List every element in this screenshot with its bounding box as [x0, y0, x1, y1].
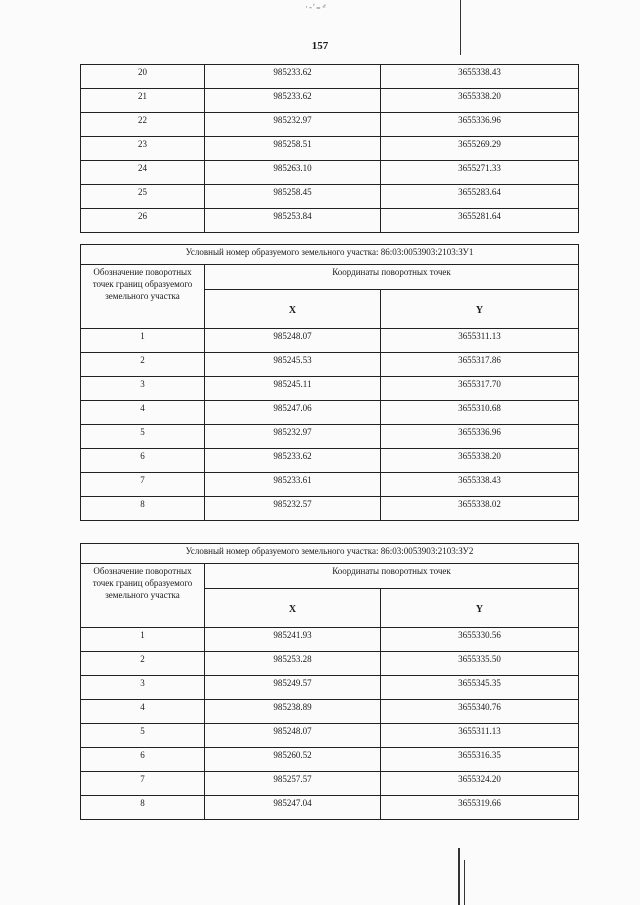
- y-column-header: Y: [381, 589, 579, 628]
- point-number-cell: 20: [81, 65, 205, 89]
- y-coordinate-cell: 3655319.66: [381, 796, 579, 820]
- y-coordinate-cell: 3655310.68: [381, 401, 579, 425]
- table-row: [81, 401, 579, 425]
- point-number-cell: 3: [81, 377, 205, 401]
- point-number-cell: 24: [81, 161, 205, 185]
- coordinates-table-zu1: [80, 244, 579, 521]
- point-number-cell: 3: [81, 676, 205, 700]
- table-body-zu2: [81, 544, 579, 820]
- parcel-caption-zu2: Условный номер образуемого земельного участка: 86:03:0053903:2103:ЗУ2: [81, 544, 579, 564]
- point-number-cell: 21: [81, 89, 205, 113]
- table-row: [81, 796, 579, 820]
- x-coordinate-cell: 985245.53: [205, 353, 381, 377]
- point-label-header: Обозначение поворотных точек границ образуемого земельного участка: [81, 564, 205, 628]
- point-number-cell: 6: [81, 449, 205, 473]
- x-coordinate-cell: 985258.45: [205, 185, 381, 209]
- scan-margin-line-bottom-2: [464, 860, 465, 905]
- point-number-cell: 25: [81, 185, 205, 209]
- point-number-cell: 26: [81, 209, 205, 233]
- table-row: [81, 724, 579, 748]
- x-column-header: X: [205, 589, 381, 628]
- coordinates-header: Координаты поворотных точек: [205, 265, 579, 290]
- coordinates-table-continuation: [80, 64, 579, 233]
- table-row: [81, 628, 579, 652]
- table-row: [81, 748, 579, 772]
- coordinates-header: Координаты поворотных точек: [205, 564, 579, 589]
- y-coordinate-cell: 3655338.20: [381, 89, 579, 113]
- table-row: [81, 377, 579, 401]
- y-coordinate-cell: 3655340.76: [381, 700, 579, 724]
- y-coordinate-cell: 3655336.96: [381, 113, 579, 137]
- x-coordinate-cell: 985253.84: [205, 209, 381, 233]
- table-row: [81, 353, 579, 377]
- point-number-cell: 7: [81, 772, 205, 796]
- x-coordinate-cell: 985233.61: [205, 473, 381, 497]
- y-coordinate-cell: 3655336.96: [381, 425, 579, 449]
- coordinates-table-zu2: [80, 543, 579, 820]
- table-row: [81, 185, 579, 209]
- y-coordinate-cell: 3655311.13: [381, 724, 579, 748]
- y-coordinate-cell: 3655335.50: [381, 652, 579, 676]
- point-number-cell: 4: [81, 401, 205, 425]
- table-body-zu1: [81, 245, 579, 521]
- x-coordinate-cell: 985247.06: [205, 401, 381, 425]
- table-row: [81, 772, 579, 796]
- table-body-continuation: [81, 65, 579, 233]
- point-number-cell: 23: [81, 137, 205, 161]
- point-number-cell: 4: [81, 700, 205, 724]
- y-coordinate-cell: 3655345.35: [381, 676, 579, 700]
- table-row: [81, 137, 579, 161]
- x-coordinate-cell: 985248.07: [205, 329, 381, 353]
- table-row: [81, 329, 579, 353]
- point-number-cell: 8: [81, 796, 205, 820]
- table-row: [81, 113, 579, 137]
- point-number-cell: 1: [81, 628, 205, 652]
- x-coordinate-cell: 985258.51: [205, 137, 381, 161]
- table-row: [81, 161, 579, 185]
- y-coordinate-cell: 3655317.86: [381, 353, 579, 377]
- x-coordinate-cell: 985238.89: [205, 700, 381, 724]
- point-number-cell: 5: [81, 724, 205, 748]
- y-coordinate-cell: 3655338.20: [381, 449, 579, 473]
- point-number-cell: 22: [81, 113, 205, 137]
- point-number-cell: 8: [81, 497, 205, 521]
- x-coordinate-cell: 985263.10: [205, 161, 381, 185]
- point-number-cell: 2: [81, 353, 205, 377]
- table-row: [81, 497, 579, 521]
- x-coordinate-cell: 985233.62: [205, 89, 381, 113]
- table-row: [81, 89, 579, 113]
- x-coordinate-cell: 985245.11: [205, 377, 381, 401]
- scan-margin-line-bottom: [458, 848, 460, 905]
- table-row: [81, 425, 579, 449]
- scan-noise: ·-ʹ₌·ͤ: [305, 2, 326, 12]
- table-row: [81, 676, 579, 700]
- point-number-cell: 6: [81, 748, 205, 772]
- y-coordinate-cell: 3655281.64: [381, 209, 579, 233]
- x-coordinate-cell: 985260.52: [205, 748, 381, 772]
- y-coordinate-cell: 3655269.29: [381, 137, 579, 161]
- table-row: [81, 652, 579, 676]
- x-coordinate-cell: 985257.57: [205, 772, 381, 796]
- table-row: [81, 473, 579, 497]
- y-coordinate-cell: 3655311.13: [381, 329, 579, 353]
- table-row: [81, 65, 579, 89]
- table-row: [81, 209, 579, 233]
- y-coordinate-cell: 3655317.70: [381, 377, 579, 401]
- x-coordinate-cell: 985232.97: [205, 425, 381, 449]
- y-coordinate-cell: 3655316.35: [381, 748, 579, 772]
- y-coordinate-cell: 3655324.20: [381, 772, 579, 796]
- x-coordinate-cell: 985232.57: [205, 497, 381, 521]
- x-coordinate-cell: 985249.57: [205, 676, 381, 700]
- point-number-cell: 5: [81, 425, 205, 449]
- point-number-cell: 1: [81, 329, 205, 353]
- table-row: [81, 700, 579, 724]
- y-coordinate-cell: 3655283.64: [381, 185, 579, 209]
- y-coordinate-cell: 3655330.56: [381, 628, 579, 652]
- page-number: 157: [311, 40, 329, 52]
- y-coordinate-cell: 3655338.02: [381, 497, 579, 521]
- x-coordinate-cell: 985233.62: [205, 449, 381, 473]
- point-number-cell: 2: [81, 652, 205, 676]
- x-coordinate-cell: 985247.04: [205, 796, 381, 820]
- x-column-header: X: [205, 290, 381, 329]
- x-coordinate-cell: 985248.07: [205, 724, 381, 748]
- x-coordinate-cell: 985241.93: [205, 628, 381, 652]
- y-coordinate-cell: 3655271.33: [381, 161, 579, 185]
- x-coordinate-cell: 985232.97: [205, 113, 381, 137]
- point-number-cell: 7: [81, 473, 205, 497]
- y-coordinate-cell: 3655338.43: [381, 65, 579, 89]
- x-coordinate-cell: 985233.62: [205, 65, 381, 89]
- y-column-header: Y: [381, 290, 579, 329]
- x-coordinate-cell: 985253.28: [205, 652, 381, 676]
- parcel-caption-zu1: Условный номер образуемого земельного участка: 86:03:0053903:2103:ЗУ1: [81, 245, 579, 265]
- table-row: [81, 449, 579, 473]
- point-label-header: Обозначение поворотных точек границ образуемого земельного участка: [81, 265, 205, 329]
- y-coordinate-cell: 3655338.43: [381, 473, 579, 497]
